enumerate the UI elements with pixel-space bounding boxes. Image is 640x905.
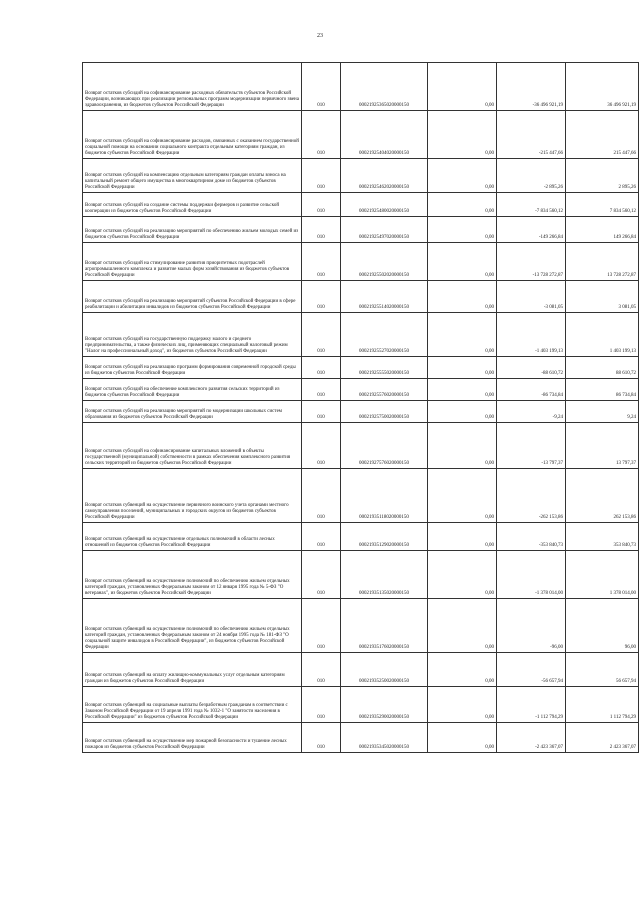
row-amount-approved: 0,00 (428, 723, 497, 753)
table-row (83, 723, 639, 753)
row-budget-code: 00021935290020000150 (341, 687, 428, 723)
row-budget-code: 00021925514020000150 (341, 281, 428, 313)
row-description: Возврат остатков субвенций на осуществление полномочий по обеспечению жильем отдельных категорий граждан, установленных Федеральным законом от 12 января 1995 года № 5-ФЗ "О ветеранах", из бюджетов субъектов Российской Федерации (83, 551, 302, 599)
row-admin-code: 010 (302, 243, 341, 281)
table-row (83, 217, 639, 243)
row-budget-code: 00021925527020000150 (341, 313, 428, 357)
row-amount-remaining: 86 734,84 (566, 379, 639, 401)
row-admin-code: 010 (302, 653, 341, 687)
table-row (83, 379, 639, 401)
row-amount-approved: 0,00 (428, 193, 497, 217)
row-amount-approved: 0,00 (428, 243, 497, 281)
row-amount-executed: -36 496 921,19 (497, 63, 566, 111)
row-budget-code: 00021925750020000150 (341, 401, 428, 423)
row-amount-executed: -9,24 (497, 401, 566, 423)
row-admin-code: 010 (302, 63, 341, 111)
row-description: Возврат остатков субсидий на реализацию мероприятий по модернизации школьных систем образования из бюджетов субъектов Российской Федерации (83, 401, 302, 423)
row-amount-executed: -3 081,05 (497, 281, 566, 313)
row-amount-remaining: 1 378 014,00 (566, 551, 639, 599)
row-amount-approved: 0,00 (428, 599, 497, 653)
row-admin-code: 010 (302, 401, 341, 423)
row-admin-code: 010 (302, 687, 341, 723)
row-description: Возврат остатков субсидий на софинансирование капитальных вложений в объекты государственной (муниципальной) собственности в рамках обеспечения комплексного развития сельских территорий из бюджетов субъектов Российской Федерации (83, 423, 302, 469)
row-amount-remaining: 13 728 272,87 (566, 243, 639, 281)
row-description: Возврат остатков субвенций на социальные выплаты безработным гражданам в соответствии с Законом Российской Федерации от 19 апреля 1991 года № 1032-1 "О занятости населения в Российской Федерации" из бюджетов субъектов Российской Федерации (83, 687, 302, 723)
row-budget-code: 00021935129020000150 (341, 523, 428, 551)
row-amount-remaining: 13 797,37 (566, 423, 639, 469)
row-amount-executed: -149 266,84 (497, 217, 566, 243)
row-amount-approved: 0,00 (428, 379, 497, 401)
row-amount-remaining: 2 423 367,07 (566, 723, 639, 753)
row-amount-approved: 0,00 (428, 357, 497, 379)
row-admin-code: 010 (302, 523, 341, 551)
row-amount-executed: -56 657,94 (497, 653, 566, 687)
row-amount-remaining: 1 403 199,13 (566, 313, 639, 357)
row-budget-code: 00021925497020000150 (341, 217, 428, 243)
table-row (83, 469, 639, 523)
row-admin-code: 010 (302, 159, 341, 193)
row-budget-code: 00021935345020000150 (341, 723, 428, 753)
row-amount-remaining: 88 610,72 (566, 357, 639, 379)
row-budget-code: 00021925480020000150 (341, 193, 428, 217)
row-budget-code: 00021925576020000150 (341, 379, 428, 401)
row-amount-approved: 0,00 (428, 401, 497, 423)
row-amount-executed: -262 153,86 (497, 469, 566, 523)
row-amount-remaining: 56 657,94 (566, 653, 639, 687)
row-admin-code: 010 (302, 723, 341, 753)
row-amount-executed: -2 895,26 (497, 159, 566, 193)
row-budget-code: 00021927576020000150 (341, 423, 428, 469)
row-description: Возврат остатков субсидий на компенсацию отдельным категориям граждан оплаты взноса на капитальный ремонт общего имущества в многоквартирном доме из бюджетов субъектов Российской Федерации (83, 159, 302, 193)
row-amount-remaining: 3 081,05 (566, 281, 639, 313)
row-amount-executed: -13 728 272,87 (497, 243, 566, 281)
row-amount-approved: 0,00 (428, 217, 497, 243)
row-amount-executed: -353 840,73 (497, 523, 566, 551)
row-admin-code: 010 (302, 281, 341, 313)
row-amount-approved: 0,00 (428, 159, 497, 193)
table-row (83, 313, 639, 357)
row-description: Возврат остатков субвенций на осуществление мер пожарной безопасности и тушение лесных пожаров из бюджетов субъектов Российской Федерации (83, 723, 302, 753)
row-admin-code: 010 (302, 551, 341, 599)
row-budget-code: 00021925404020000150 (341, 111, 428, 159)
row-budget-code: 00021925462020000150 (341, 159, 428, 193)
row-budget-code: 00021935176020000150 (341, 599, 428, 653)
row-amount-executed: -1 112 794,29 (497, 687, 566, 723)
row-description: Возврат остатков субвенций на осуществление отдельных полномочий в области лесных отношений из бюджетов субъектов Российской Федерации (83, 523, 302, 551)
table-row (83, 551, 639, 599)
row-admin-code: 010 (302, 357, 341, 379)
row-description: Возврат остатков субвенций на оплату жилищно-коммунальных услуг отдельным категориям граждан из бюджетов субъектов Российской Федерации (83, 653, 302, 687)
row-budget-code: 00021935118020000150 (341, 469, 428, 523)
row-amount-remaining: 96,00 (566, 599, 639, 653)
row-amount-executed: -215 447,66 (497, 111, 566, 159)
row-amount-approved: 0,00 (428, 653, 497, 687)
row-admin-code: 010 (302, 599, 341, 653)
table-row (83, 159, 639, 193)
page-number: 23 (317, 33, 323, 39)
budget-return-table (82, 62, 639, 753)
row-admin-code: 010 (302, 469, 341, 523)
row-budget-code: 00021935250020000150 (341, 653, 428, 687)
row-description: Возврат остатков субвенций на осуществление первичного воинского учета органами местного самоуправления поселений, муниципальных и городских округов из бюджетов субъектов Российской Федерации (83, 469, 302, 523)
row-amount-approved: 0,00 (428, 687, 497, 723)
table-row (83, 599, 639, 653)
row-amount-remaining: 2 895,26 (566, 159, 639, 193)
row-amount-remaining: 353 840,73 (566, 523, 639, 551)
table-row (83, 193, 639, 217)
row-amount-approved: 0,00 (428, 111, 497, 159)
row-budget-code: 00021925365020000150 (341, 63, 428, 111)
row-amount-remaining: 7 834 560,12 (566, 193, 639, 217)
row-admin-code: 010 (302, 423, 341, 469)
table-row (83, 357, 639, 379)
row-amount-remaining: 262 153,86 (566, 469, 639, 523)
row-amount-approved: 0,00 (428, 469, 497, 523)
row-description: Возврат остатков субсидий на реализацию мероприятий по обеспечению жильем молодых семей из бюджетов субъектов Российской Федерации (83, 217, 302, 243)
row-description: Возврат остатков субсидий на софинансирование расходов, связанных с оказанием государственной социальной помощи на основании социального контракта отдельным категориям граждан, из бюджетов субъектов Российской Федерации (83, 111, 302, 159)
table-row (83, 111, 639, 159)
row-admin-code: 010 (302, 193, 341, 217)
row-description: Возврат остатков субсидий на стимулирование развития приоритетных подотраслей агропромышленного комплекса и развитие малых форм хозяйствования из бюджетов субъектов Российской Федерации (83, 243, 302, 281)
row-description: Возврат остатков субсидий на реализацию программ формирования современной городской среды из бюджетов субъектов Российской Федерации (83, 357, 302, 379)
row-amount-executed: -2 423 367,07 (497, 723, 566, 753)
row-budget-code: 00021925502020000150 (341, 243, 428, 281)
row-amount-executed: -7 834 560,12 (497, 193, 566, 217)
row-description: Возврат остатков субсидий на государственную поддержку малого и среднего предпринимательства, а также физических лиц, применяющих специальный налоговый режим "Налог на профессиональный доход", из бюджетов субъектов Российской Федерации (83, 313, 302, 357)
row-amount-remaining: 149 266,84 (566, 217, 639, 243)
row-amount-executed: -86 734,84 (497, 379, 566, 401)
table-row (83, 243, 639, 281)
row-amount-executed: -1 403 199,13 (497, 313, 566, 357)
table-row (83, 401, 639, 423)
table-row (83, 63, 639, 111)
row-admin-code: 010 (302, 313, 341, 357)
row-budget-code: 00021935135020000150 (341, 551, 428, 599)
row-description: Возврат остатков субсидий на обеспечение комплексного развития сельских территорий из бюджетов субъектов Российской Федерации (83, 379, 302, 401)
row-admin-code: 010 (302, 379, 341, 401)
row-amount-remaining: 9,24 (566, 401, 639, 423)
row-amount-approved: 0,00 (428, 313, 497, 357)
row-amount-executed: -13 797,37 (497, 423, 566, 469)
table-row (83, 423, 639, 469)
row-amount-executed: -1 378 014,00 (497, 551, 566, 599)
row-amount-approved: 0,00 (428, 523, 497, 551)
row-amount-remaining: 36 496 921,19 (566, 63, 639, 111)
row-description: Возврат остатков субсидий на софинансирование расходных обязательств субъектов Российской Федерации, возникающих при реализации региональных программ модернизации первичного звена здравоохранения, из бюджетов субъектов Российской Федерации (83, 63, 302, 111)
row-description: Возврат остатков субсидий на создание системы поддержки фермеров и развитие сельской кооперации из бюджетов субъектов Российской Федерации (83, 193, 302, 217)
row-amount-executed: -96,00 (497, 599, 566, 653)
table-row (83, 281, 639, 313)
row-amount-remaining: 215 447,66 (566, 111, 639, 159)
row-amount-approved: 0,00 (428, 281, 497, 313)
row-admin-code: 010 (302, 217, 341, 243)
table-row (83, 523, 639, 551)
row-amount-approved: 0,00 (428, 551, 497, 599)
table-row (83, 653, 639, 687)
row-description: Возврат остатков субсидий на реализацию мероприятий субъектов Российской Федерации в сфере реабилитации и абилитации инвалидов из бюджетов субъектов Российской Федерации (83, 281, 302, 313)
row-description: Возврат остатков субвенций на осуществление полномочий по обеспечению жильем отдельных категорий граждан, установленных Федеральным законом от 24 ноября 1995 года № 181-ФЗ "О социальной защите инвалидов в Российской Федерации", из бюджетов субъектов Российской Федерации (83, 599, 302, 653)
table-row (83, 687, 639, 723)
row-amount-executed: -88 610,72 (497, 357, 566, 379)
row-admin-code: 010 (302, 111, 341, 159)
row-amount-approved: 0,00 (428, 423, 497, 469)
row-amount-remaining: 1 112 794,29 (566, 687, 639, 723)
row-amount-approved: 0,00 (428, 63, 497, 111)
row-budget-code: 00021925555020000150 (341, 357, 428, 379)
